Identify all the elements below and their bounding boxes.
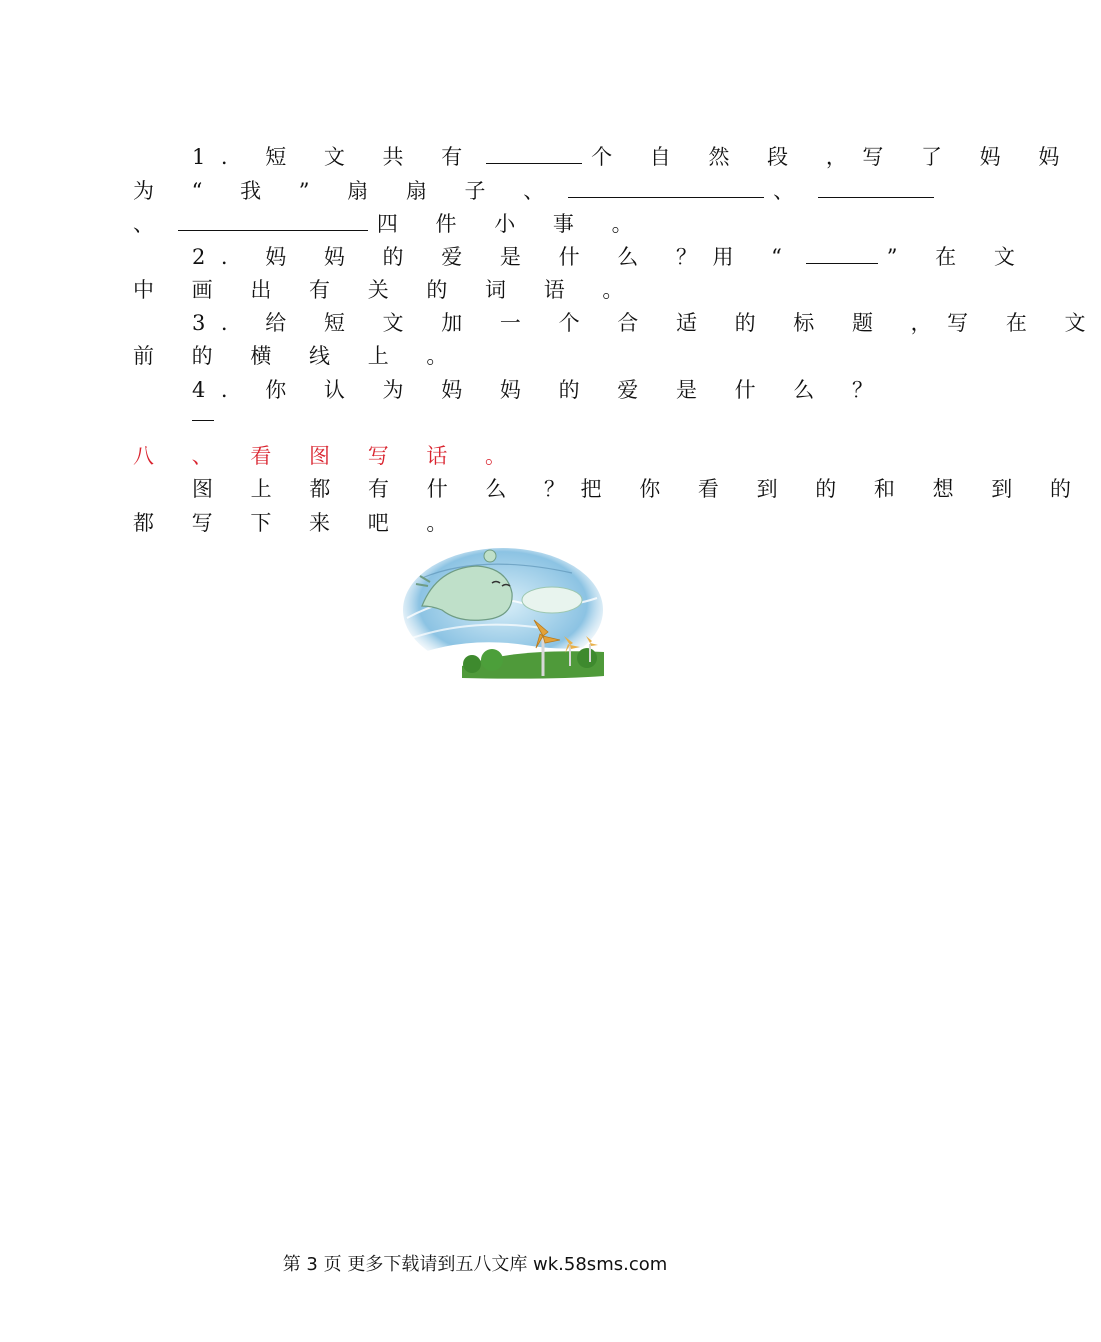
q1-line3-sep: 、 — [133, 212, 170, 236]
q3-line-1 — [192, 306, 1101, 340]
q2-blank-underline-sample — [806, 245, 878, 264]
wind-character-illustration — [402, 548, 604, 685]
q1-line2-sep: 、 — [773, 179, 810, 203]
section-8-heading-text: 八 、 看 图 写 话 。 — [133, 444, 522, 468]
q2-text-a: 2. 妈 妈 的 爱 是 什 么 ？用 “ — [192, 245, 798, 269]
q2-line-1 — [192, 240, 1031, 274]
q1-line3-text: 四 件 小 事 。 — [376, 212, 649, 236]
section-8-line-2 — [133, 506, 813, 540]
q1-blank-event-2[interactable] — [568, 179, 764, 198]
q1-line-1 — [192, 140, 1075, 174]
q1-line-3 — [133, 207, 813, 241]
q1-line2-text: 为 “ 我 ” 扇 扇 子 、 — [133, 179, 560, 203]
q3-line1-text: 3. 给 短 文 加 一 个 合 适 的 标 题 ，写 在 文 — [192, 311, 1101, 335]
q3-line2-text: 前 的 横 线 上 。 — [133, 344, 463, 368]
cloud — [522, 587, 582, 613]
q2-text-b: ” 在 文 — [886, 245, 1031, 269]
q4-answer-line[interactable] — [192, 420, 214, 421]
section-8-line-1 — [192, 472, 1087, 506]
section-8-line2-text: 都 写 下 来 吧 。 — [133, 511, 463, 535]
q2-line2-text: 中 画 出 有 关 的 词 语 。 — [133, 278, 639, 302]
q1-blank-event-4[interactable] — [178, 212, 368, 231]
q1-line-2 — [133, 174, 813, 208]
q1-blank-paragraph-count[interactable] — [486, 145, 582, 164]
page-footer: 第 3 页 更多下载请到五八文库 wk.58sms.com — [282, 1254, 668, 1275]
bush — [463, 655, 481, 673]
q1-text-a: 1. 短 文 共 有 — [192, 145, 478, 169]
section-8-heading — [133, 439, 813, 473]
q2-line-2 — [133, 273, 813, 307]
q3-line-2 — [133, 339, 813, 373]
q1-blank-event-3[interactable] — [818, 179, 934, 198]
bush — [577, 648, 597, 668]
wind-character-head-tuft — [484, 550, 496, 562]
q1-text-b: 个 自 然 段 ，写 了 妈 妈 — [591, 145, 1075, 169]
section-8-line1-text: 图 上 都 有 什 么 ？把 你 看 到 的 和 想 到 的 — [192, 477, 1087, 501]
q4-line1-text: 4. 你 认 为 妈 妈 的 爱 是 什 么 ？ — [192, 378, 889, 402]
bush — [481, 649, 503, 671]
q4-line-1 — [192, 373, 889, 407]
